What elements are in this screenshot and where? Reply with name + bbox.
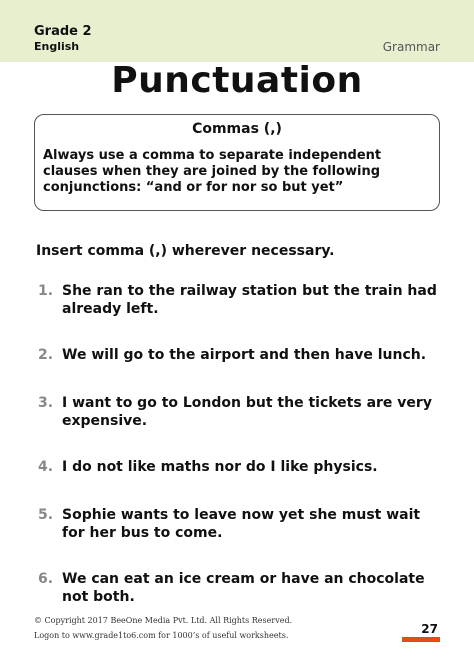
- question-text: We can eat an ice cream or have an chocolate not both.: [62, 571, 425, 605]
- page-title: Punctuation: [111, 60, 363, 101]
- rule-box: [34, 114, 440, 211]
- question-text: Sophie wants to leave now yet she must wait for her bus to come.: [62, 507, 421, 541]
- question-4: [38, 458, 438, 476]
- question-number: 6.: [38, 571, 54, 587]
- rule-text: Always use a comma to separate independent clauses when they are joined by the following conjunctions: “and or for nor so but yet”: [43, 148, 382, 195]
- category-label: Grammar: [382, 40, 440, 54]
- subject-label: English: [34, 40, 80, 53]
- question-text: We will go to the airport and then have lunch.: [62, 347, 427, 363]
- grade-label: Grade 2: [34, 24, 92, 39]
- page-number: 27: [421, 622, 438, 636]
- question-1: [38, 282, 438, 318]
- question-number: 3.: [38, 395, 54, 411]
- question-number: 2.: [38, 347, 54, 363]
- rule-heading: Commas (,): [192, 121, 282, 137]
- instruction: Insert comma (,) wherever necessary.: [36, 243, 335, 259]
- question-text: I want to go to London but the tickets are very expensive.: [62, 395, 432, 429]
- question-text: I do not like maths nor do I like physics.: [62, 459, 378, 475]
- question-6: [38, 570, 438, 606]
- question-text: She ran to the railway station but the train had already left.: [62, 283, 437, 317]
- question-number: 1.: [38, 283, 54, 299]
- footer-logon: Logon to www.grade1to6.com for 1000’s of useful worksheets.: [34, 631, 289, 640]
- footer-copyright: © Copyright 2017 BeeOne Media Pvt. Ltd. All Rights Reserved.: [34, 616, 293, 625]
- page-accent-bar: [402, 637, 440, 642]
- question-number: 5.: [38, 507, 54, 523]
- question-2: [38, 346, 438, 364]
- question-number: 4.: [38, 459, 54, 475]
- question-5: [38, 506, 438, 542]
- question-3: [38, 394, 438, 430]
